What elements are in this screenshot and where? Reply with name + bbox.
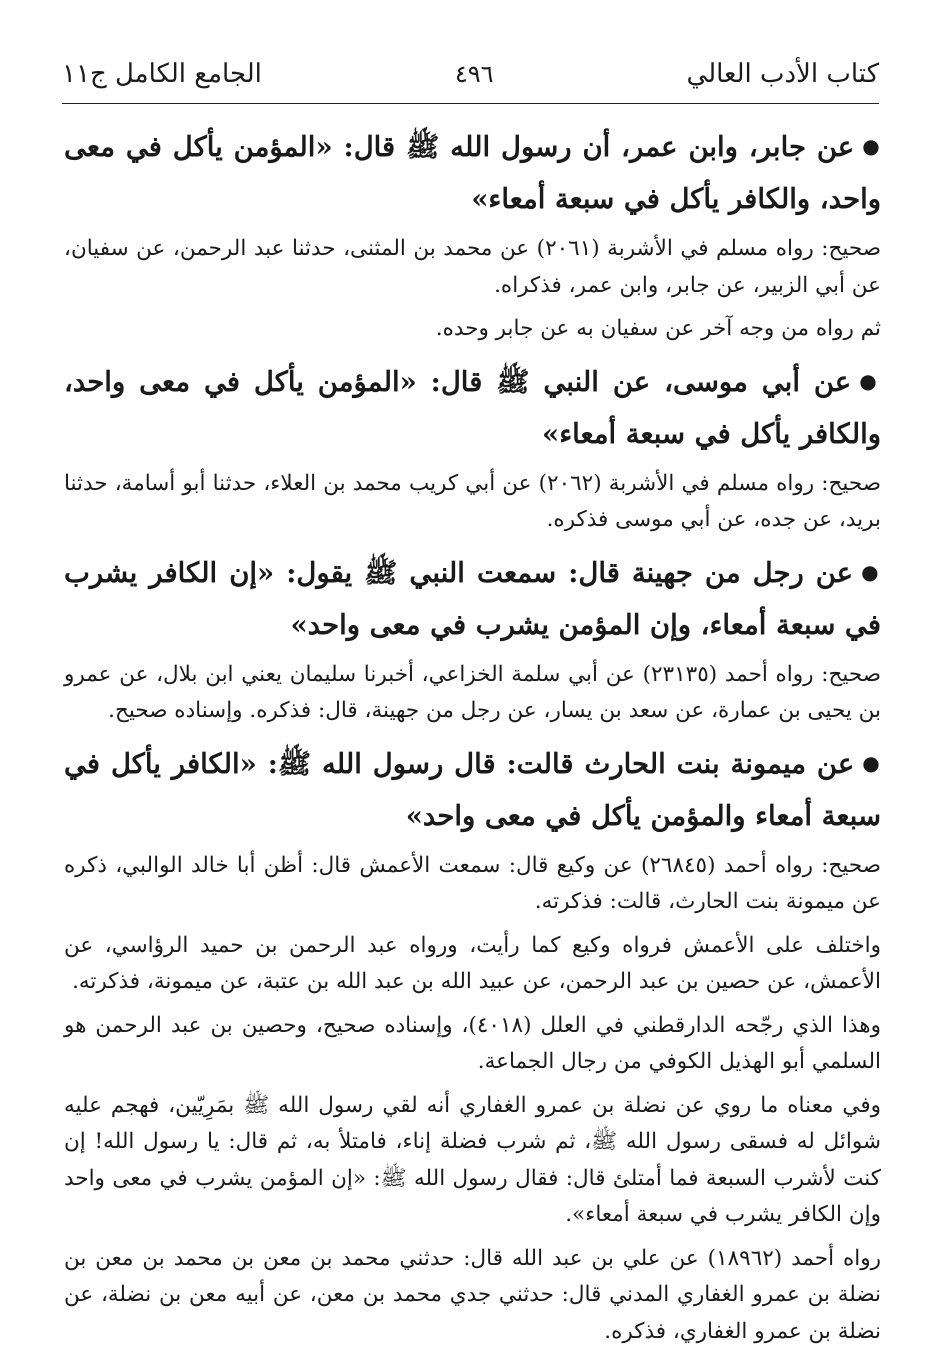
page-body	[64, 120, 881, 1357]
takhrij-paragraph: وفي معناه ما روي عن نضلة بن عمرو الغفاري أنه لقي رسول الله ﷺ بمَرِيّين، فهجم عليه شوائل له فسقى رسول الله ﷺ، ثم شرب فضلة إناء، فامتلأ به، ثم قال: يا رسول الله! إن كنت لأشرب السبعة فما أمتلئ قال: فقال رسول الله ﷺ: «إن المؤمن يشرب في معى واحد وإن الكافر يشرب في سبعة أمعاء».	[64, 1092, 881, 1227]
takhrij-paragraph: صحيح: رواه أحمد (٢٣١٣٥) عن أبي سلمة الخزاعي، أخبرنا سليمان يعني ابن بلال، عن عمرو بن يحيى بن عمارة، عن سعد بن يسار، عن رجل من جهينة، قال: فذكره. وإسناده صحيح.	[64, 661, 881, 723]
takhrij-paragraph: صحيح: رواه مسلم في الأشربة (٢٠٦٢) عن أبي كريب محمد بن العلاء، حدثنا أبو أسامة، حدثنا بريد، عن جده، عن أبي موسى فذكره.	[64, 470, 881, 532]
takhrij-paragraph: واختلف على الأعمش فرواه وكيع كما رأيت، ورواه عبد الرحمن بن حميد الرؤاسي، عن الأعمش، عن حصين بن عبد الرحمن، عن عبيد الله بن عبد الله بن عتبة، عن ميمونة، فذكرته.	[64, 932, 881, 994]
book-title: كتاب الأدب العالي	[686, 59, 879, 89]
takhrij-paragraph: ثم رواه من وجه آخر عن سفيان به عن جابر وحده.	[435, 316, 881, 341]
hadith-text: عن ميمونة بنت الحارث قالت: قال رسول الله ﷺ: «الكافر يأكل في سبعة أمعاء والمؤمن يأكل في معى واحد»	[64, 747, 881, 832]
hadith-text: عن جابر، وابن عمر، أن رسول الله ﷺ قال: «المؤمن يأكل في معى واحد، والكافر يأكل في سبعة أمعاء»	[64, 131, 881, 215]
takhrij-paragraph: صحيح: رواه أحمد (٢٦٨٤٥) عن وكيع قال: سمعت الأعمش قال: أظن أبا خالد الوالبي، ذكره عن ميمونة بنت الحارث، قالت: فذكرته.	[64, 852, 881, 914]
hadith-text: عن رجل من جهينة قال: سمعت النبي ﷺ يقول: «إن الكافر يشرب في سبعة أمعاء، وإن المؤمن يشرب في معى واحد»	[64, 556, 881, 641]
bullet-icon: ●	[862, 134, 881, 158]
hadith-text: عن أبي موسى، عن النبي ﷺ قال: «المؤمن يأكل في معى واحد، والكافر يأكل في سبعة أمعاء»	[64, 365, 881, 450]
bullet-icon: ●	[859, 368, 882, 393]
bullet-icon: ●	[862, 750, 881, 775]
header-rule	[62, 103, 879, 104]
hadith-paragraph	[64, 546, 881, 651]
volume-title: الجامع الكامل ج١١	[62, 59, 262, 89]
hadith-paragraph	[64, 120, 881, 225]
bullet-icon: ●	[861, 559, 881, 584]
takhrij-paragraph: صحيح: رواه مسلم في الأشربة (٢٠٦١) عن محمد بن المثنى، حدثنا عبد الرحمن، عن سفيان، عن أبي الزبير، عن جابر، وابن عمر، فذكراه.	[64, 236, 881, 298]
takhrij-paragraph: وهذا الذي رجّحه الدارقطني في العلل (٤٠١٨)، وإسناده صحيح، وحصين بن عبد الرحمن هو السلمي أبو الهذيل الكوفي من رجال الجماعة.	[64, 1012, 881, 1074]
hadith-paragraph	[64, 737, 881, 842]
page-number: ٤٩٦	[454, 60, 494, 88]
hadith-paragraph	[64, 355, 881, 460]
running-header	[62, 52, 879, 96]
takhrij-paragraph: رواه أحمد (١٨٩٦٢) عن علي بن عبد الله قال: حدثني محمد بن معن بن محمد بن معن بن نضلة بن عمرو الغفاري المدني قال: حدثني جدي محمد بن معن، عن أبيه معن بن نضلة، عن نضلة بن عمرو الغفاري، فذكره.	[64, 1245, 881, 1344]
